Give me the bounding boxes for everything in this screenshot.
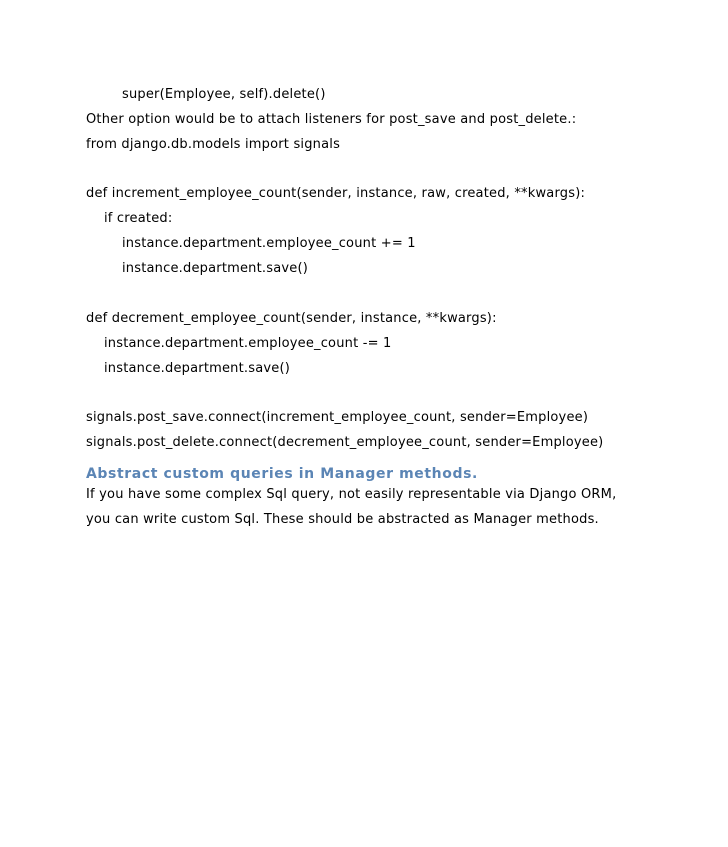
code-decrement-def: def decrement_employee_count(sender, instance, **kwargs): bbox=[86, 311, 497, 326]
code-decrement-stmt: instance.department.employee_count -= 1 bbox=[104, 336, 392, 351]
section-heading: Abstract custom queries in Manager methods. bbox=[86, 466, 478, 482]
paragraph-signals-intro: Other option would be to attach listeners for post_save and post_delete.: bbox=[86, 112, 577, 127]
paragraph-custom-sql-line-1: If you have some complex Sql query, not easily representable via Django ORM, bbox=[86, 487, 617, 502]
code-increment-def: def increment_employee_count(sender, instance, raw, created, **kwargs): bbox=[86, 186, 586, 201]
code-increment-stmt: instance.department.employee_count += 1 bbox=[122, 236, 416, 251]
code-decrement-save: instance.department.save() bbox=[104, 361, 291, 376]
paragraph-custom-sql-line-2: you can write custom Sql. These should be abstracted as Manager methods. bbox=[86, 512, 599, 527]
code-if-created: if created: bbox=[104, 211, 173, 226]
code-increment-save: instance.department.save() bbox=[122, 261, 309, 276]
code-super-delete-line: super(Employee, self).delete() bbox=[122, 87, 326, 102]
code-connect-post-save: signals.post_save.connect(increment_employee_count, sender=Employee) bbox=[86, 410, 589, 425]
code-connect-post-delete: signals.post_delete.connect(decrement_employee_count, sender=Employee) bbox=[86, 435, 604, 450]
code-import-line: from django.db.models import signals bbox=[86, 137, 341, 152]
